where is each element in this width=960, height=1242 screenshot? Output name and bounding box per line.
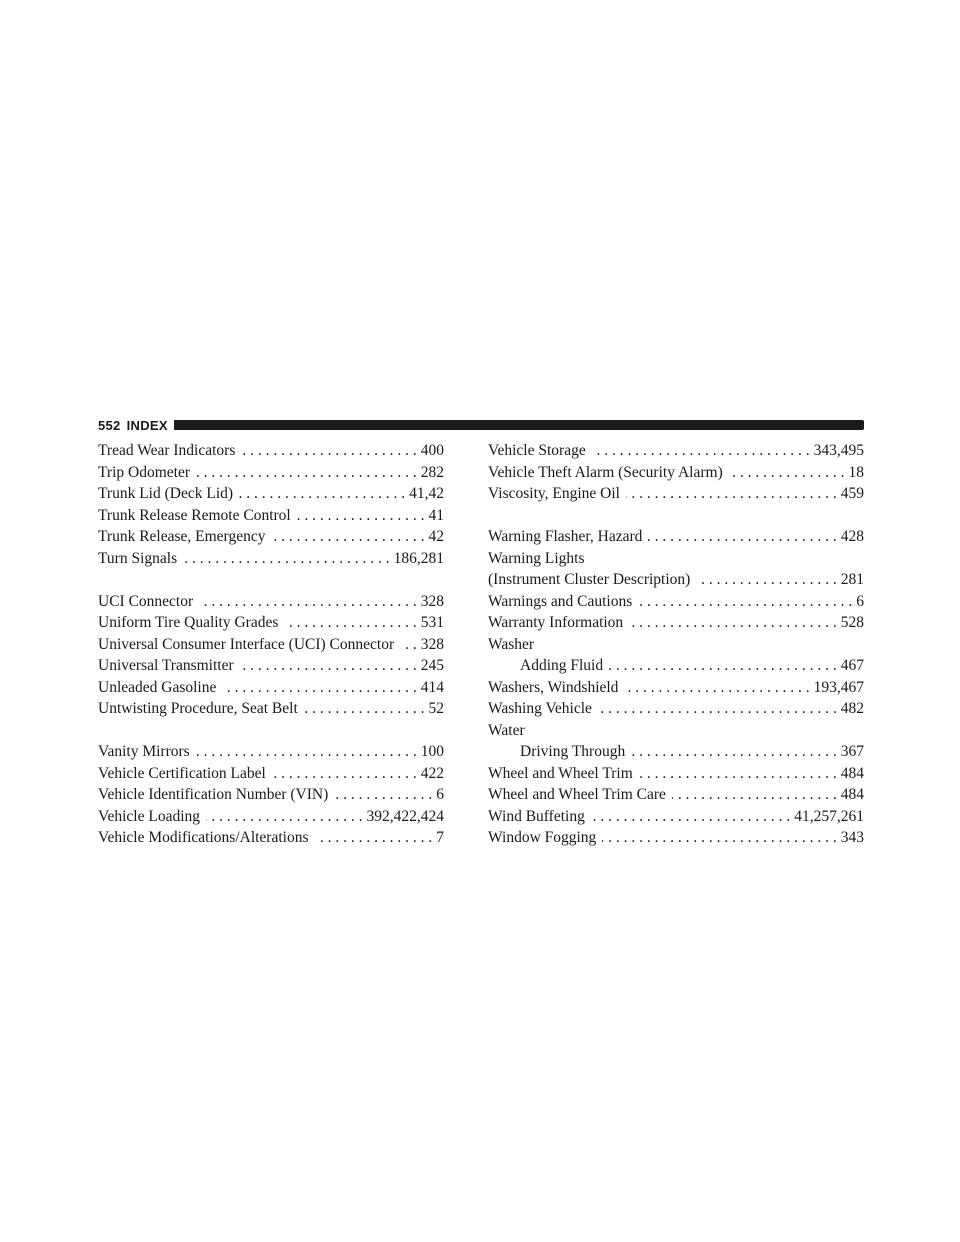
index-entry-label: Untwisting Procedure, Seat Belt <box>98 700 298 717</box>
index-entry-page: 400 <box>420 442 444 459</box>
index-entry <box>98 677 444 699</box>
dot-leader <box>183 548 390 570</box>
page-number: 552 <box>98 417 121 433</box>
index-entry-label: Washer <box>488 635 535 653</box>
index-entry-page: 484 <box>840 786 864 803</box>
dot-leader <box>591 806 790 828</box>
index-entry-page: 422 <box>420 764 444 782</box>
index-entry-label: Turn Signals <box>98 549 178 567</box>
dot-leader <box>400 634 417 656</box>
index-entry <box>488 784 864 806</box>
index-entry-label: Washers, Windshield <box>488 678 619 696</box>
dot-leader <box>609 655 837 677</box>
dot-leader <box>624 677 809 699</box>
index-entry-page: 282 <box>420 463 444 481</box>
index-entry <box>98 763 444 785</box>
index-entry-label: Tread Wear Indicators <box>98 442 236 459</box>
index-entry-label: Wheel and Wheel Trim Care <box>488 786 666 803</box>
header-rule <box>174 420 864 430</box>
index-entry-page: 18 <box>848 463 864 481</box>
dot-leader <box>696 569 836 591</box>
index-entry-label: Warnings and Cautions <box>488 592 633 610</box>
index-entry-label: Vehicle Loading <box>98 807 201 825</box>
index-entry-page: 281 <box>840 571 864 588</box>
dot-leader <box>304 698 425 720</box>
index-entry-page: 482 <box>840 700 864 717</box>
index-entry <box>98 483 444 505</box>
dot-leader <box>240 655 417 677</box>
index-entry <box>98 655 444 677</box>
index-entry <box>98 634 444 656</box>
dot-leader <box>631 741 837 763</box>
index-entry <box>488 634 864 656</box>
dot-leader <box>271 526 424 548</box>
index-entry <box>488 677 864 699</box>
index-entry-page: 414 <box>420 678 444 696</box>
dot-leader <box>315 827 433 849</box>
index-entry <box>488 720 864 742</box>
index-entry-label: Vanity Mirrors <box>98 743 190 760</box>
dot-leader <box>592 440 810 462</box>
section-title: INDEX <box>126 417 168 433</box>
index-entry-page: 41,257,261 <box>794 807 864 825</box>
index-entry-label: Vehicle Theft Alarm (Security Alarm) <box>488 463 723 481</box>
dot-leader <box>638 591 852 613</box>
index-entry-label: Trunk Release Remote Control <box>98 506 291 524</box>
index-entry-label: Washing Vehicle <box>488 700 592 717</box>
index-entry <box>98 505 444 527</box>
index-entry-page: 343,495 <box>813 442 864 459</box>
index-entry <box>488 548 864 570</box>
index-entry-page: 6 <box>856 592 864 610</box>
index-entry-label: Warning Lights <box>488 549 585 567</box>
index-entry-page: 367 <box>840 743 864 760</box>
index-entry <box>488 483 864 505</box>
index-column-right <box>488 440 864 849</box>
index-entry-label: Warning Flasher, Hazard <box>488 528 643 545</box>
index-entry-page: 52 <box>428 700 444 717</box>
index-entry-label: Unleaded Gasoline <box>98 678 217 696</box>
index-entry-label: Vehicle Storage <box>488 442 586 459</box>
index-entry <box>488 462 864 484</box>
index-entry-label: Trunk Lid (Deck Lid) <box>98 485 234 502</box>
index-entry <box>488 612 864 634</box>
dot-leader <box>629 612 837 634</box>
index-entry <box>98 591 444 613</box>
dot-leader <box>241 440 416 462</box>
dot-leader <box>626 483 837 505</box>
index-entry <box>98 741 444 763</box>
index-entry-page: 186,281 <box>393 549 444 567</box>
index-entry-label: Vehicle Modifications/Alterations <box>98 829 309 846</box>
index-entry-label: Warranty Information <box>488 614 624 631</box>
index-entry-label: Vehicle Identification Number (VIN) <box>98 786 329 803</box>
dot-leader <box>196 741 417 763</box>
index-entry <box>98 827 444 849</box>
index-entry-label: Adding Fluid <box>520 657 604 674</box>
dot-leader <box>196 462 417 484</box>
dot-leader <box>239 483 405 505</box>
dot-leader <box>729 462 845 484</box>
index-entry <box>488 655 864 677</box>
index-entry-page: 245 <box>420 657 444 674</box>
index-entry <box>98 806 444 828</box>
index-entry <box>98 440 444 462</box>
index-entry-label: Wind Buffeting <box>488 807 585 825</box>
dot-leader <box>648 526 836 548</box>
index-gap <box>98 569 444 591</box>
index-entry <box>98 784 444 806</box>
dot-leader <box>602 827 836 849</box>
index-entry <box>98 526 444 548</box>
index-entry-page: 531 <box>420 614 444 631</box>
index-entry-label: Viscosity, Engine Oil <box>488 485 620 502</box>
dot-leader <box>284 612 416 634</box>
index-entry-label: Trunk Release, Emergency <box>98 528 266 545</box>
index-entry-page: 467 <box>840 657 864 674</box>
index-entry-label: Universal Transmitter <box>98 657 234 674</box>
index-entry <box>488 741 864 763</box>
index-entry-page: 392,422,424 <box>366 807 444 825</box>
index-entry <box>488 806 864 828</box>
page-header <box>98 416 864 434</box>
index-gap <box>488 505 864 527</box>
dot-leader <box>598 698 837 720</box>
index-entry-label: Driving Through <box>520 743 626 760</box>
index-entry-page: 328 <box>420 635 444 653</box>
index-entry-label: Universal Consumer Interface (UCI) Connector <box>98 635 395 653</box>
index-entry <box>98 548 444 570</box>
dot-leader <box>672 784 837 806</box>
dot-leader <box>199 591 417 613</box>
index-entry-page: 42 <box>428 528 444 545</box>
index-entry-page: 328 <box>420 592 444 610</box>
index-entry-page: 459 <box>840 485 864 502</box>
dot-leader <box>297 505 425 527</box>
index-entry-label: Vehicle Certification Label <box>98 764 266 782</box>
index-entry <box>98 698 444 720</box>
index-entry-page: 528 <box>840 614 864 631</box>
index-gap <box>98 720 444 742</box>
index-entry <box>98 462 444 484</box>
index-entry-page: 428 <box>840 528 864 545</box>
index-entry-page: 484 <box>840 764 864 782</box>
dot-leader <box>334 784 432 806</box>
dot-leader <box>639 763 837 785</box>
index-entry-label: UCI Connector <box>98 592 194 610</box>
index-entry <box>488 827 864 849</box>
index-entry <box>488 763 864 785</box>
index-entry-page: 100 <box>420 743 444 760</box>
index-entry-label: Water <box>488 721 525 739</box>
index-entry-page: 343 <box>840 829 864 846</box>
index-entry <box>488 591 864 613</box>
index-entry-label: (Instrument Cluster Description) <box>488 571 691 588</box>
dot-leader <box>206 806 362 828</box>
index-entry <box>98 612 444 634</box>
index-entry-label: Uniform Tire Quality Grades <box>98 614 279 631</box>
index-entry-label: Window Fogging <box>488 829 597 846</box>
index-entry-page: 41,42 <box>409 485 444 502</box>
index-entry-page: 6 <box>436 786 444 803</box>
index-entry <box>488 526 864 548</box>
dot-leader <box>222 677 416 699</box>
index-entry <box>488 698 864 720</box>
index-entry-label: Wheel and Wheel Trim <box>488 764 633 782</box>
index-entry-page: 193,467 <box>813 678 864 696</box>
index-entry-page: 41 <box>428 506 444 524</box>
index-entry <box>488 440 864 462</box>
dot-leader <box>272 763 417 785</box>
index-entry <box>488 569 864 591</box>
index-entry-label: Trip Odometer <box>98 463 190 481</box>
index-entry-page: 7 <box>436 829 444 846</box>
index-column-left <box>98 440 444 849</box>
